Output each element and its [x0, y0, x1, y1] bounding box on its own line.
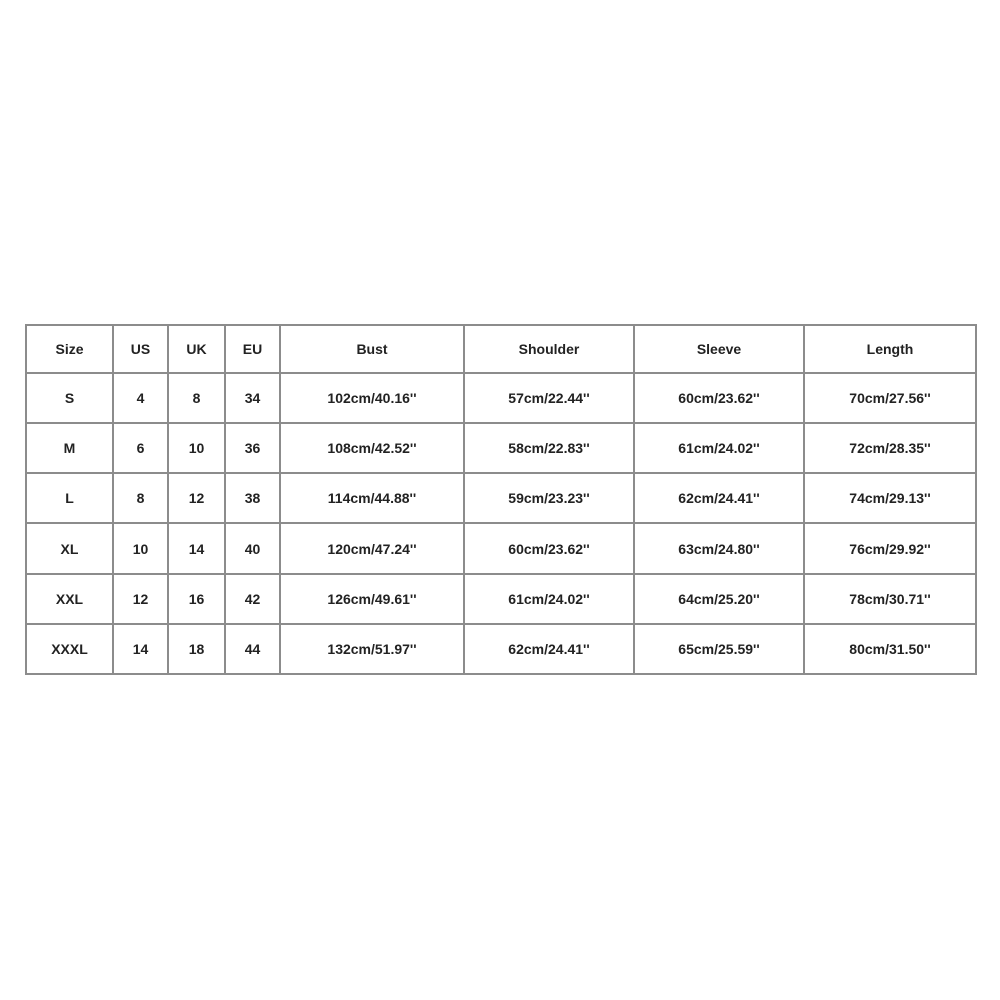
cell-us: 4: [113, 373, 168, 423]
cell-bust: 102cm/40.16'': [280, 373, 464, 423]
cell-eu: 40: [225, 523, 280, 573]
cell-length: 70cm/27.56'': [804, 373, 976, 423]
header-bust: Bust: [280, 325, 464, 373]
cell-sleeve: 63cm/24.80'': [634, 523, 804, 573]
cell-length: 78cm/30.71'': [804, 574, 976, 624]
cell-sleeve: 65cm/25.59'': [634, 624, 804, 674]
cell-eu: 44: [225, 624, 280, 674]
table-row: [26, 423, 976, 473]
size-chart-table: [25, 324, 977, 675]
cell-length: 76cm/29.92'': [804, 523, 976, 573]
cell-eu: 42: [225, 574, 280, 624]
cell-us: 10: [113, 523, 168, 573]
cell-bust: 132cm/51.97'': [280, 624, 464, 674]
cell-bust: 114cm/44.88'': [280, 473, 464, 523]
cell-size: L: [26, 473, 113, 523]
table-row: [26, 473, 976, 523]
cell-uk: 14: [168, 523, 225, 573]
cell-sleeve: 62cm/24.41'': [634, 473, 804, 523]
cell-shoulder: 61cm/24.02'': [464, 574, 634, 624]
table-row: [26, 523, 976, 573]
header-uk: UK: [168, 325, 225, 373]
cell-uk: 16: [168, 574, 225, 624]
cell-eu: 36: [225, 423, 280, 473]
cell-uk: 18: [168, 624, 225, 674]
cell-size: XXL: [26, 574, 113, 624]
cell-uk: 8: [168, 373, 225, 423]
cell-uk: 10: [168, 423, 225, 473]
cell-shoulder: 57cm/22.44'': [464, 373, 634, 423]
header-row: [26, 325, 976, 373]
header-size: Size: [26, 325, 113, 373]
cell-shoulder: 58cm/22.83'': [464, 423, 634, 473]
cell-sleeve: 61cm/24.02'': [634, 423, 804, 473]
header-length: Length: [804, 325, 976, 373]
cell-size: M: [26, 423, 113, 473]
cell-size: XL: [26, 523, 113, 573]
cell-size: S: [26, 373, 113, 423]
cell-length: 72cm/28.35'': [804, 423, 976, 473]
table-row: [26, 373, 976, 423]
cell-sleeve: 60cm/23.62'': [634, 373, 804, 423]
cell-us: 12: [113, 574, 168, 624]
table-row: [26, 574, 976, 624]
cell-us: 14: [113, 624, 168, 674]
cell-shoulder: 60cm/23.62'': [464, 523, 634, 573]
cell-bust: 126cm/49.61'': [280, 574, 464, 624]
cell-us: 6: [113, 423, 168, 473]
cell-eu: 34: [225, 373, 280, 423]
table-row: [26, 624, 976, 674]
cell-length: 80cm/31.50'': [804, 624, 976, 674]
cell-bust: 120cm/47.24'': [280, 523, 464, 573]
cell-shoulder: 62cm/24.41'': [464, 624, 634, 674]
cell-sleeve: 64cm/25.20'': [634, 574, 804, 624]
header-eu: EU: [225, 325, 280, 373]
cell-uk: 12: [168, 473, 225, 523]
header-sleeve: Sleeve: [634, 325, 804, 373]
header-us: US: [113, 325, 168, 373]
cell-shoulder: 59cm/23.23'': [464, 473, 634, 523]
header-shoulder: Shoulder: [464, 325, 634, 373]
cell-size: XXXL: [26, 624, 113, 674]
cell-us: 8: [113, 473, 168, 523]
cell-bust: 108cm/42.52'': [280, 423, 464, 473]
cell-length: 74cm/29.13'': [804, 473, 976, 523]
cell-eu: 38: [225, 473, 280, 523]
